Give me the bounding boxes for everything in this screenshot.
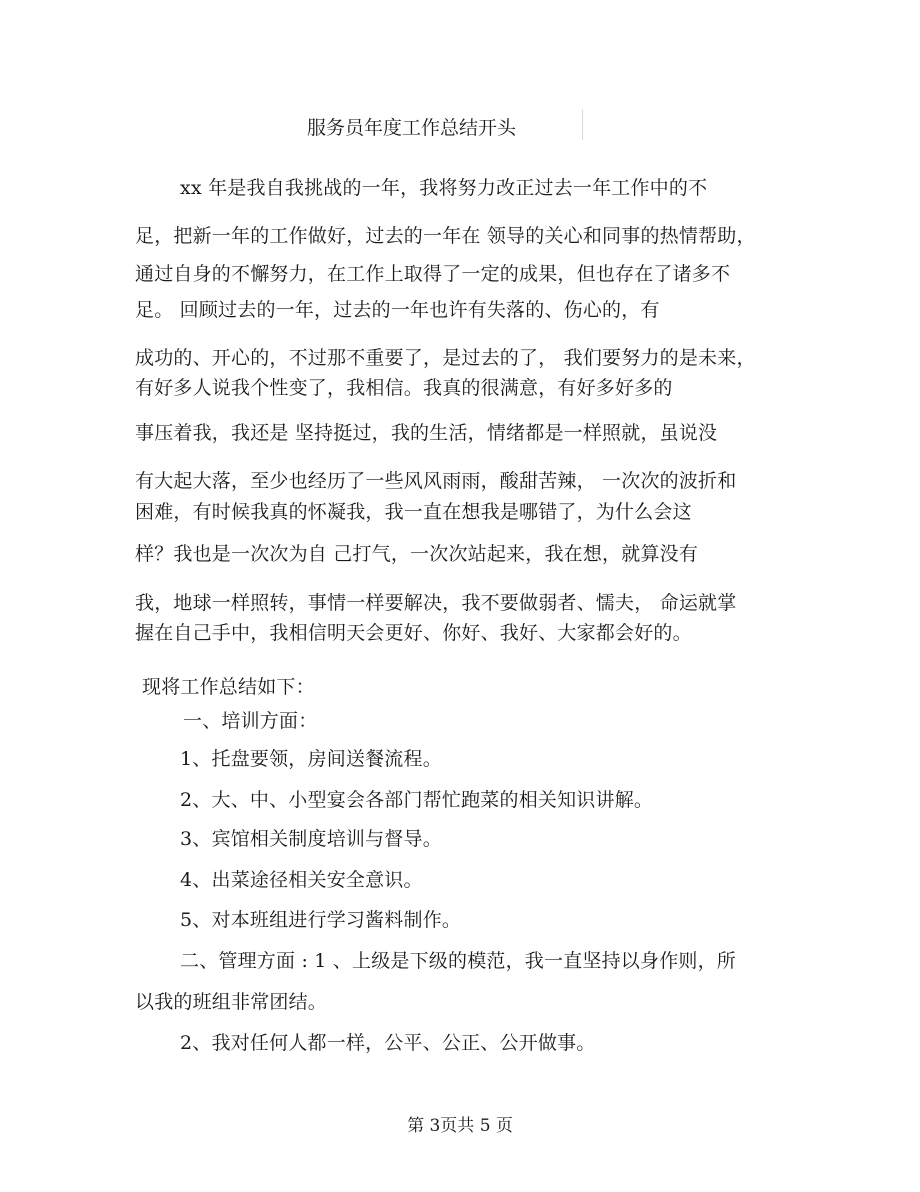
paragraph-line: 通过自身的不懈努力，在工作上取得了一定的成果，但也存在了诸多不	[135, 263, 731, 285]
paragraph-line: 有大起大落，至少也经历了一些风风雨雨，酸甜苦辣， 一次次的波折和	[135, 470, 737, 492]
paragraph-line: 以我的班组非常团结。	[135, 991, 328, 1013]
page-footer: 第 3页共 5 页	[407, 1116, 513, 1136]
paragraph-line: 握在自己手中，我相信明天会更好、你好、我好、大家都会好的。	[135, 622, 692, 644]
paragraph-line: 事压着我，我还是 坚持挺过，我的生活，情绪都是一样照就，虽说没	[135, 422, 718, 444]
list-item: 2、大、中、小型宴会各部门帮忙跑菜的相关知识讲解。	[180, 789, 654, 811]
document-title: 服务员年度工作总结开头	[307, 117, 517, 139]
paragraph-line: 我，地球一样照转，事情一样要解决，我不要做弱者、懦夫， 命运就掌	[135, 592, 737, 614]
paragraph-line: 有好多人说我个性变了，我相信。我真的很满意，有好多好多的	[135, 377, 673, 399]
paragraph-line: 成功的、开心的，不过那不重要了，是过去的了， 我们要努力的是未来，	[135, 347, 756, 369]
list-item: 3、宾馆相关制度培训与督导。	[180, 828, 442, 850]
paragraph-line: 足。 回顾过去的一年，过去的一年也许有失落的、伤心的，有	[135, 299, 660, 321]
paragraph-line: 样？我也是一次次为自 己打气，一次次站起来，我在想，就算没有	[135, 543, 699, 565]
section-heading-management: 二、管理方面 : 1 、上级是下级的模范，我一直坚持以身作则，所	[180, 950, 737, 972]
summary-intro: 现将工作总结如下：	[142, 676, 315, 698]
list-item: 5、对本班组进行学习酱料制作。	[180, 909, 462, 931]
list-item: 2、我对任何人都一样，公平、公正、公开做事。	[180, 1032, 596, 1054]
paragraph-line: xx 年是我自我挑战的一年，我将努力改正过去一年工作中的不	[180, 177, 708, 199]
paragraph-line: 足，把新一年的工作做好，过去的一年在 领导的关心和同事的热情帮助，	[135, 225, 756, 247]
list-item: 1、托盘要领，房间送餐流程。	[180, 748, 442, 770]
list-item: 4、出菜途径相关安全意识。	[180, 869, 423, 891]
paragraph-line: 困难，有时候我真的怀凝我，我一直在想我是哪错了，为什么会这	[135, 501, 692, 523]
section-heading-training: 一、培训方面：	[183, 710, 318, 732]
title-divider-mark	[582, 110, 583, 140]
